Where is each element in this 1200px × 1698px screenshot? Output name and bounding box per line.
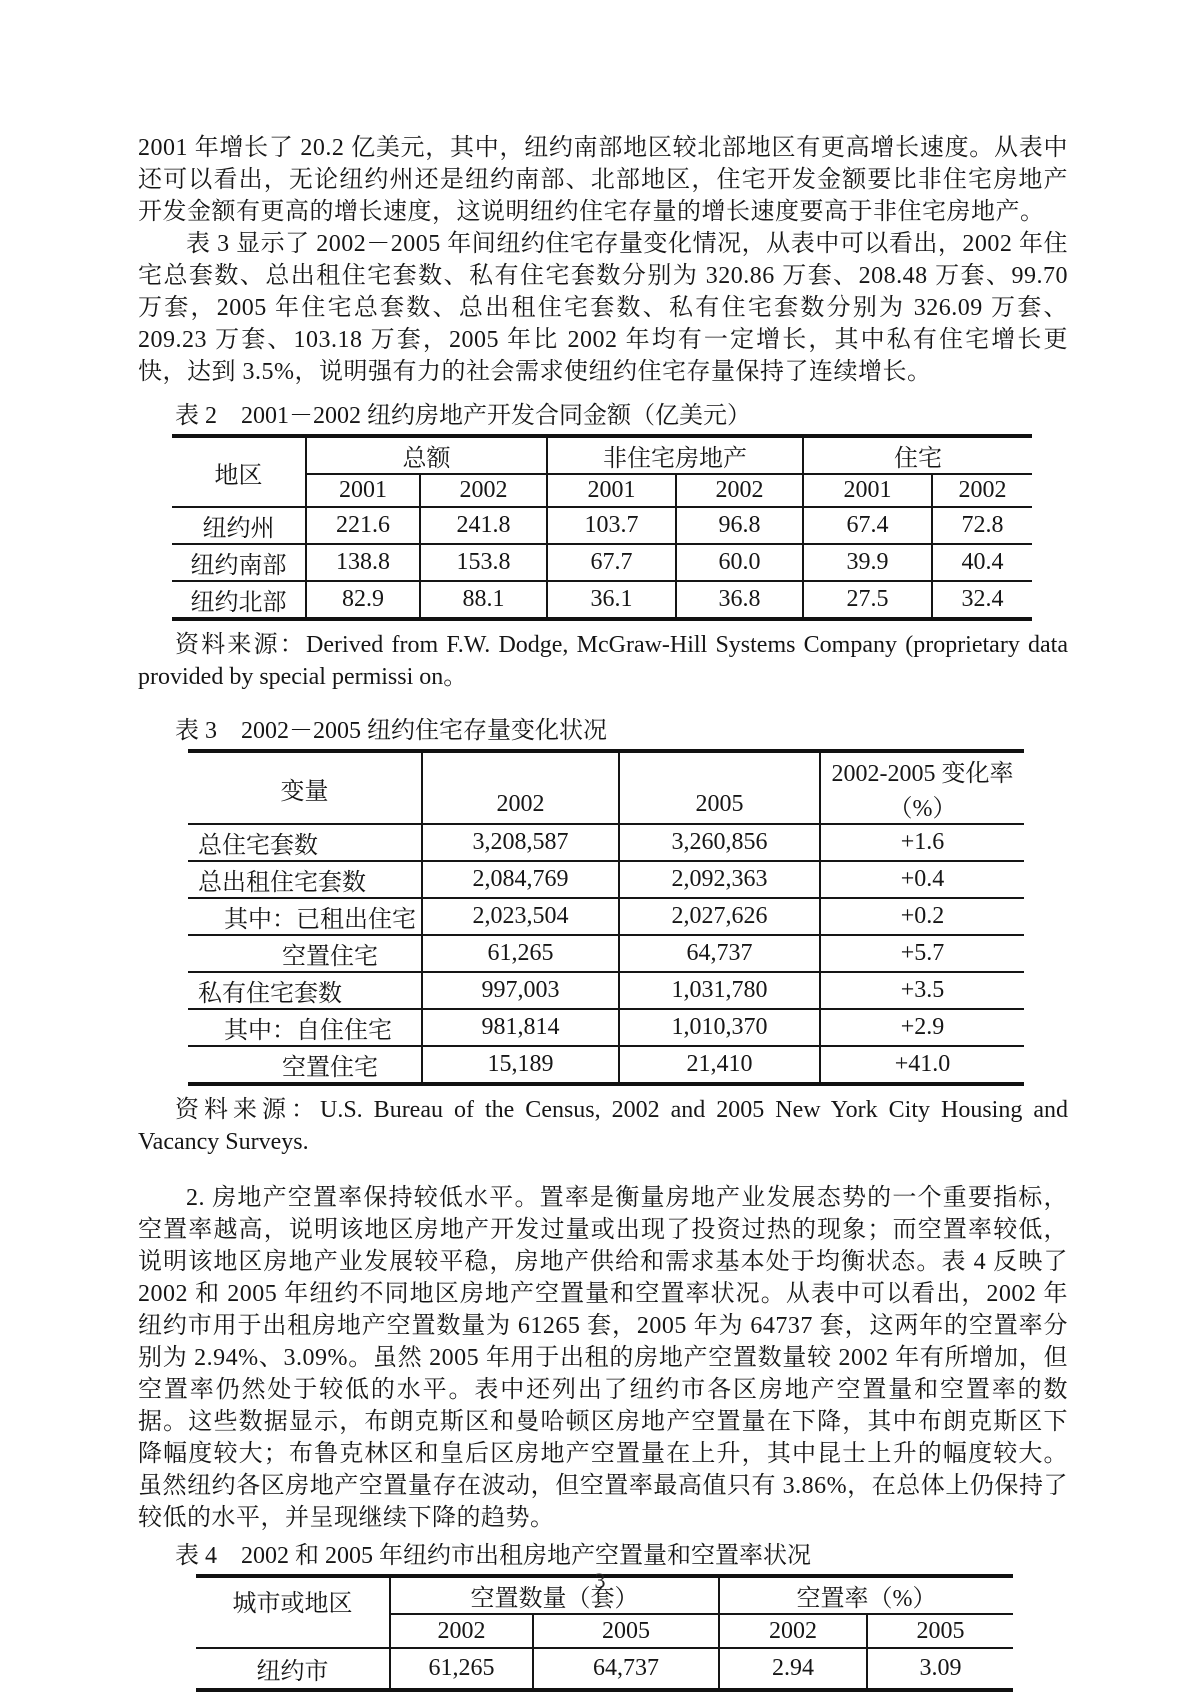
table-cell: 2,084,769 bbox=[422, 861, 619, 898]
table3-source-note: 资料来源：U.S. Bureau of the Census, 2002 and 2005 New York City Housing and Vacancy Surveys. bbox=[138, 1097, 1068, 1155]
table3-header-2005: 2005 bbox=[619, 751, 820, 824]
table-cell: 241.8 bbox=[420, 507, 547, 544]
table4-header-vacant-units: 空置数量（套） bbox=[390, 1576, 719, 1614]
table-cell: 空置住宅 bbox=[188, 935, 422, 972]
table-cell: 221.6 bbox=[306, 507, 420, 544]
table-cell: 2001 bbox=[803, 474, 932, 507]
table-row bbox=[172, 544, 1032, 581]
table-cell: 88.1 bbox=[420, 581, 547, 619]
table4-header-region: 城市或地区 bbox=[196, 1576, 390, 1648]
table-cell: 空置住宅 bbox=[188, 1046, 422, 1084]
page-number: 3 bbox=[594, 1568, 606, 1593]
table-cell: 153.8 bbox=[420, 544, 547, 581]
table3-housing-stock bbox=[188, 749, 1024, 1086]
table-row bbox=[188, 898, 1024, 935]
table-cell: 总住宅套数 bbox=[188, 824, 422, 861]
table-cell: 40.4 bbox=[932, 544, 1032, 581]
table-cell: 36.1 bbox=[547, 581, 676, 619]
table-cell: 2005 bbox=[533, 1614, 719, 1648]
table2-source-note: 资料来源：Derived from F.W. Dodge, McGraw-Hill Systems Company (proprietary data provided by special permissi on。 bbox=[138, 632, 1068, 690]
table-cell: 67.4 bbox=[803, 507, 932, 544]
table-row bbox=[188, 861, 1024, 898]
table3-header-2002: 2002 bbox=[422, 751, 619, 824]
table-cell: 2002 bbox=[932, 474, 1032, 507]
table-cell: 1,031,780 bbox=[619, 972, 820, 1009]
table-cell: +0.4 bbox=[820, 861, 1024, 898]
table-cell: 21,410 bbox=[619, 1046, 820, 1084]
table3-caption: 表 3 2002－2005 纽约住宅存量变化状况 bbox=[175, 718, 607, 744]
table-cell: 2001 bbox=[306, 474, 420, 507]
table-cell: +41.0 bbox=[820, 1046, 1024, 1084]
table-cell: 纽约州 bbox=[172, 507, 306, 544]
table-cell: 103.7 bbox=[547, 507, 676, 544]
table-cell: 1,010,370 bbox=[619, 1009, 820, 1046]
paragraph-3: 2. 房地产空置率保持较低水平。置率是衡量房地产业发展态势的一个重要指标，空置率越高，说明该地区房地产开发过量或出现了投资过热的现象；而空置率较低，说明该地区房地产业发展较平稳，房地产供给和需求基本处于均衡状态。表 4 反映了 2002 和 2005 年纽约不同地区房地产空置量和空置率状况。从表中可以看出，2002 年纽约市用于出租房地产空置数量为 61265 套，2005 年为 64737 套，这两年的空置率分别为 2.94%、3.09%。虽然 2005 年用于出租的房地产空置数量较 2002 年有所增加，但空置率仍然处于较低的水平。表中还列出了纽约市各区房地产空置量和空置率的数据。这些数据显示，布朗克斯区和曼哈顿区房地产空置量在下降，其中布朗克斯区下降幅度较大；布鲁克林区和皇后区房地产空置量在上升，其中昆士上升的幅度较大。虽然纽约各区房地产空置量存在波动，但空置率最高值只有 3.86%，在总体上仍保持了较低的水平，并呈现继续下降的趋势。 bbox=[138, 1185, 1068, 1531]
table-cell: 15,189 bbox=[422, 1046, 619, 1084]
table-cell: 2,023,504 bbox=[422, 898, 619, 935]
table-cell: 2002 bbox=[420, 474, 547, 507]
table-cell: 其中：已租出住宅 bbox=[188, 898, 422, 935]
table-cell: 67.7 bbox=[547, 544, 676, 581]
table3-header-change-line2: （%） bbox=[888, 796, 957, 822]
table2-caption: 表 2 2001－2002 纽约房地产开发合同金额（亿美元） bbox=[175, 403, 751, 429]
table2-header-total: 总额 bbox=[306, 436, 547, 474]
table-cell: 997,003 bbox=[422, 972, 619, 1009]
table4-caption: 表 4 2002 和 2005 年纽约市出租房地产空置量和空置率状况 bbox=[175, 1543, 811, 1569]
table-cell: 39.9 bbox=[803, 544, 932, 581]
table-cell: 私有住宅套数 bbox=[188, 972, 422, 1009]
table-cell: 3,208,587 bbox=[422, 824, 619, 861]
table3-header-variable: 变量 bbox=[188, 751, 422, 824]
table-cell: +3.5 bbox=[820, 972, 1024, 1009]
table-cell: 其中：自住住宅 bbox=[188, 1009, 422, 1046]
table-cell: 2001 bbox=[547, 474, 676, 507]
table2-header-region: 地区 bbox=[172, 436, 306, 507]
table-cell: 32.4 bbox=[932, 581, 1032, 619]
table-cell: 3,260,856 bbox=[619, 824, 820, 861]
table-cell: 60.0 bbox=[676, 544, 803, 581]
table-cell: 82.9 bbox=[306, 581, 420, 619]
table-cell: +1.6 bbox=[820, 824, 1024, 861]
table-row bbox=[188, 824, 1024, 861]
table4-header-vacancy-rate: 空置率（%） bbox=[719, 1576, 1013, 1614]
table-cell: 2.94 bbox=[719, 1648, 867, 1690]
table2-development-contracts bbox=[172, 434, 1032, 621]
table3-header-change-line1: 2002-2005 变化率 bbox=[831, 761, 1014, 787]
table-cell: 64,737 bbox=[619, 935, 820, 972]
table-cell: 61,265 bbox=[422, 935, 619, 972]
table-cell: 纽约南部 bbox=[172, 544, 306, 581]
table-cell: 981,814 bbox=[422, 1009, 619, 1046]
table-cell: 2002 bbox=[676, 474, 803, 507]
table-cell: +0.2 bbox=[820, 898, 1024, 935]
table-cell: 138.8 bbox=[306, 544, 420, 581]
table-cell: 总出租住宅套数 bbox=[188, 861, 422, 898]
table3-header-change bbox=[820, 751, 1024, 824]
table-cell: 2,027,626 bbox=[619, 898, 820, 935]
table-cell: 72.8 bbox=[932, 507, 1032, 544]
table-cell: +2.9 bbox=[820, 1009, 1024, 1046]
table-cell: 96.8 bbox=[676, 507, 803, 544]
paragraph-2: 表 3 显示了 2002－2005 年间纽约住宅存量变化情况，从表中可以看出，2002 年住宅总套数、总出租住宅套数、私有住宅套数分别为 320.86 万套、208.48 万套、99.70 万套，2005 年住宅总套数、总出租住宅套数、私有住宅套数分别为 326.09 万套、209.23 万套、103.18 万套，2005 年比 2002 年均有一定增长，其中私有住宅增长更快，达到 3.5%，说明强有力的社会需求使纽约住宅存量保持了连续增长。 bbox=[138, 231, 1068, 385]
table-cell: +5.7 bbox=[820, 935, 1024, 972]
table-row bbox=[172, 581, 1032, 619]
table-cell: 纽约北部 bbox=[172, 581, 306, 619]
table3-header bbox=[188, 751, 1024, 824]
table-row bbox=[188, 972, 1024, 1009]
table-row bbox=[196, 1648, 1013, 1690]
table2-header-groups bbox=[172, 436, 1032, 474]
table-cell: 3.09 bbox=[867, 1648, 1013, 1690]
paragraph-1: 2001 年增长了 20.2 亿美元，其中，纽约南部地区较北部地区有更高增长速度。从表中还可以看出，无论纽约州还是纽约南部、北部地区，住宅开发金额要比非住宅房地产开发金额有更高的增长速度，这说明纽约住宅存量的增长速度要高于非住宅房地产。 bbox=[138, 135, 1068, 225]
table-cell: 64,737 bbox=[533, 1648, 719, 1690]
table-row bbox=[188, 935, 1024, 972]
table-row bbox=[188, 1046, 1024, 1084]
table-cell: 纽约市 bbox=[196, 1648, 390, 1690]
table-cell: 36.8 bbox=[676, 581, 803, 619]
table-cell: 2,092,363 bbox=[619, 861, 820, 898]
table-row bbox=[188, 1009, 1024, 1046]
table-cell: 61,265 bbox=[390, 1648, 533, 1690]
table-cell: 2002 bbox=[719, 1614, 867, 1648]
table2-header-nonresidential: 非住宅房地产 bbox=[547, 436, 803, 474]
table-cell: 2002 bbox=[390, 1614, 533, 1648]
table-row bbox=[172, 507, 1032, 544]
table-cell: 27.5 bbox=[803, 581, 932, 619]
table-cell: 2005 bbox=[867, 1614, 1013, 1648]
table2-header-residential: 住宅 bbox=[803, 436, 1032, 474]
